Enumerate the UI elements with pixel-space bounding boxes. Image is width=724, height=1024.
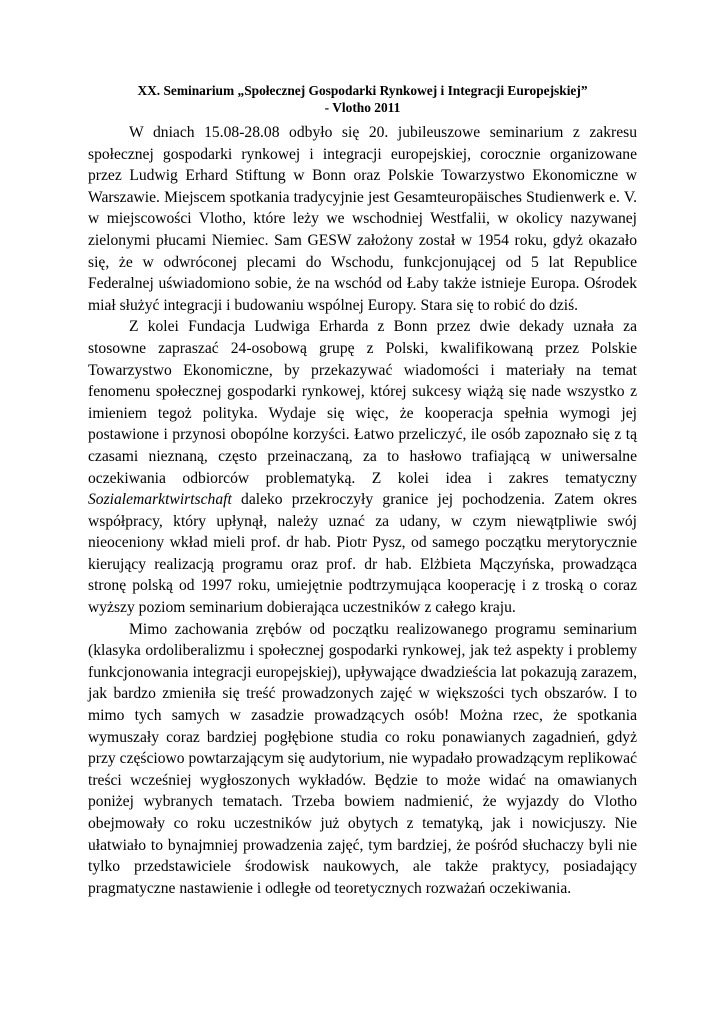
title-line-2: - Vlotho 2011 <box>324 100 401 115</box>
paragraph-1: W dniach 15.08-28.08 odbyło się 20. jubileuszowe seminarium z zakresu społecznej gospodarki rynkowej i integracji europejskiej, corocznie organizowane przez Ludwig Erhard Stiftung w Bonn oraz Polskie Towarzystwo Ekonomiczne w Warszawie. Miejscem spotkania tradycyjnie jest Gesamteuropäisches Studienwerk e. V. w miejscowości Vlotho, które leży we wschodniej Westfalii, w okolicy nazywanej zielonymi płucami Niemiec. Sam GESW założony został w 1954 roku, gdyż okazało się, że w odwróconej plecami do Wschodu, funkcjonującej od 5 lat Republice Federalnej uświadomiono sobie, że na wschód od Łaby także istnieje Europa. Ośrodek miał służyć integracji i budowaniu wspólnej Europy. Stara się to robić do dziś. <box>88 124 637 314</box>
document-page <box>88 82 637 899</box>
paragraph-3: Mimo zachowania zrębów od początku realizowanego programu seminarium (klasyka ordoliberalizmu i społecznej gospodarki rynkowej, jak też aspekty i problemy funkcjonowania integracji europejskiej), upływające dwadzieścia lat pokazują zarazem, jak bardzo zmieniła się treść prowadzonych zajęć w większości tych obszarów. I to mimo tych samych w zasadzie prowadzących osób! Można rzec, że spotkania wymuszały coraz bardziej pogłębione studia co roku ponawianych zagadnień, gdyż przy częściowo powtarzającym się audytorium, nie wypadało prowadzącym replikować treści wcześniej wygłoszonych wykładów. Będzie to może widać na omawianych poniżej wybranych tematach. Trzeba bowiem nadmienić, że wyjazdy do Vlotho obejmowały co roku uczestników już obytych z tematyką, jak i nowicjuszy. Nie ułatwiało to bynajmniej prowadzenia zajęć, tym bardziej, że pośród słuchaczy byli nie tylko przedstawiciele środowisk naukowych, ale także praktycy, posiadający pragmatyczne nastawienie i odległe od teoretycznych rozważań oczekiwania. <box>88 620 637 897</box>
paragraph-2-text-b: daleko przekroczyły granice jej pochodzenia. Zatem okres współpracy, który upłynął, należy uznać za udany, w czym niewątpliwie swój nieoceniony wkład mieli prof. dr hab. Piotr Pysz, od samego początku merytorycznie kierujący realizacją programu oraz prof. dr hab. Elżbieta Mączyńska, prowadząca stronę polską od 1997 roku, umiejętnie podtrzymująca kooperację i z troską o coraz wyższy poziom seminarium dobierająca uczestników z całego kraju. <box>88 491 637 617</box>
paragraph-2-text-a: Z kolei Fundacja Ludwiga Erharda z Bonn przez dwie dekady uznała za stosowne zapraszać 24-osobową grupę z Polski, kwalifikowaną przez Polskie Towarzystwo Ekonomiczne, by przekazywać wiadomości i materiały na temat fenomenu społecznej gospodarki rynkowej, której sukcesy wiążą się nade wszystko z imieniem tegoż polityka. Wydaje się więc, że kooperacja spełnia wymogi jej postawione i przynosi obopólne korzyści. Łatwo przeliczyć, ile osób zapoznało się z tą czasami nieznaną, często przeinaczaną, za to hasłowo trafiającą w uniwersalne oczekiwania odbiorców problematyką. Z kolei idea i zakres tematyczny <box>88 318 637 487</box>
paragraph-2 <box>88 316 637 618</box>
title-line-1: XX. Seminarium „Społecznej Gospodarki Rynkowej i Integracji Europejskiej” <box>137 83 588 98</box>
paragraph-2-italic-term: Sozialemarktwirtschaft <box>88 491 232 509</box>
document-title <box>88 82 637 116</box>
